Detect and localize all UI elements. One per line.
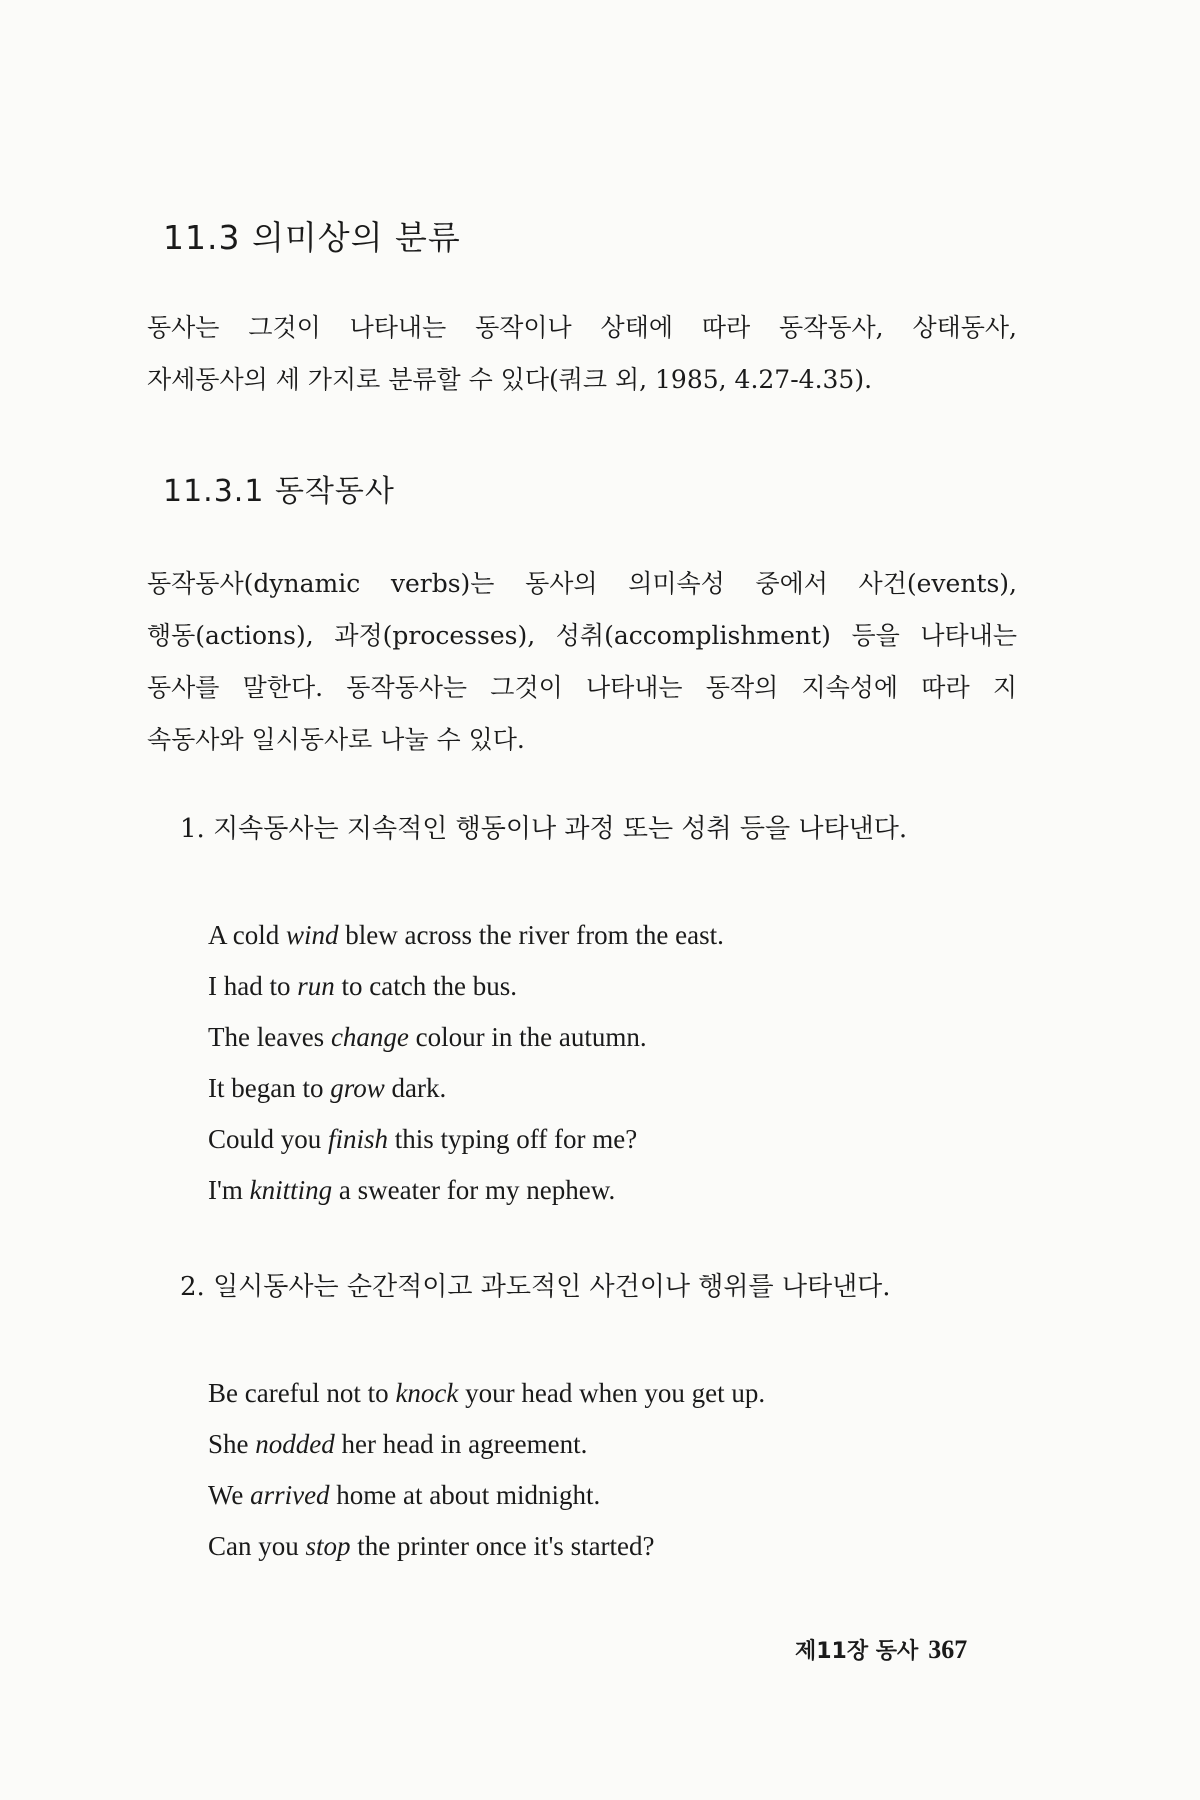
example-sentence: She nodded her head in agreement. [208,1429,588,1459]
example-verb: knitting [249,1175,333,1205]
example-sentence: Be careful not to knock your head when you get up. [208,1378,766,1408]
example-verb: grow [330,1073,385,1103]
subsection-heading: 11.3.1 동작동사 [163,474,395,509]
example-sentence: I had to run to catch the bus. [208,971,517,1001]
example-verb: knock [395,1378,459,1408]
example-verb: wind [286,920,339,950]
example-sentence: I'm knitting a sweater for my nephew. [208,1175,616,1205]
example-sentence: A cold wind blew across the river from the east. [208,920,724,950]
paragraph-line: 자세동사의 세 가지로 분류할 수 있다(쿼크 외, 1985, 4.27-4.35). [147,365,873,394]
paragraph-line: 동사를 말한다. 동작동사는 그것이 나타내는 동작의 지속성에 따라 지 [147,673,1017,702]
section-heading: 11.3 의미상의 분류 [163,218,461,257]
chapter-label: 제11장 동사 [795,1639,919,1664]
example-verb: nodded [255,1429,335,1459]
page-number: 367 [928,1635,968,1664]
example-verb: run [297,971,335,1001]
momentary-verbs-title: 2. 일시동사는 순간적이고 과도적인 사건이나 행위를 나타낸다. [180,1272,891,1302]
durative-verbs-title: 1. 지속동사는 지속적인 행동이나 과정 또는 성취 등을 나타낸다. [180,814,908,844]
example-verb: arrived [250,1480,330,1510]
momentary-examples-list [208,1368,765,1572]
example-verb: change [330,1022,409,1052]
dynamic-verbs-paragraph [147,558,1017,766]
intro-paragraph [147,302,1017,406]
example-sentence: The leaves change colour in the autumn. [208,1022,647,1052]
example-verb: finish [328,1124,389,1154]
paragraph-line: 동작동사(dynamic verbs)는 동사의 의미속성 중에서 사건(events), [147,569,1017,598]
example-sentence: Could you finish this typing off for me? [208,1124,638,1154]
durative-examples-list [208,910,724,1216]
page-footer [795,1634,967,1665]
example-sentence: It began to grow dark. [208,1073,447,1103]
paragraph-line: 속동사와 일시동사로 나눌 수 있다. [147,725,525,754]
paragraph-line: 행동(actions), 과정(processes), 성취(accomplishment) 등을 나타내는 [147,621,1017,650]
example-sentence: We arrived home at about midnight. [208,1480,601,1510]
example-verb: stop [305,1531,351,1561]
paragraph-line: 동사는 그것이 나타내는 동작이나 상태에 따라 동작동사, 상태동사, [147,313,1017,342]
example-sentence: Can you stop the printer once it's started? [208,1531,655,1561]
